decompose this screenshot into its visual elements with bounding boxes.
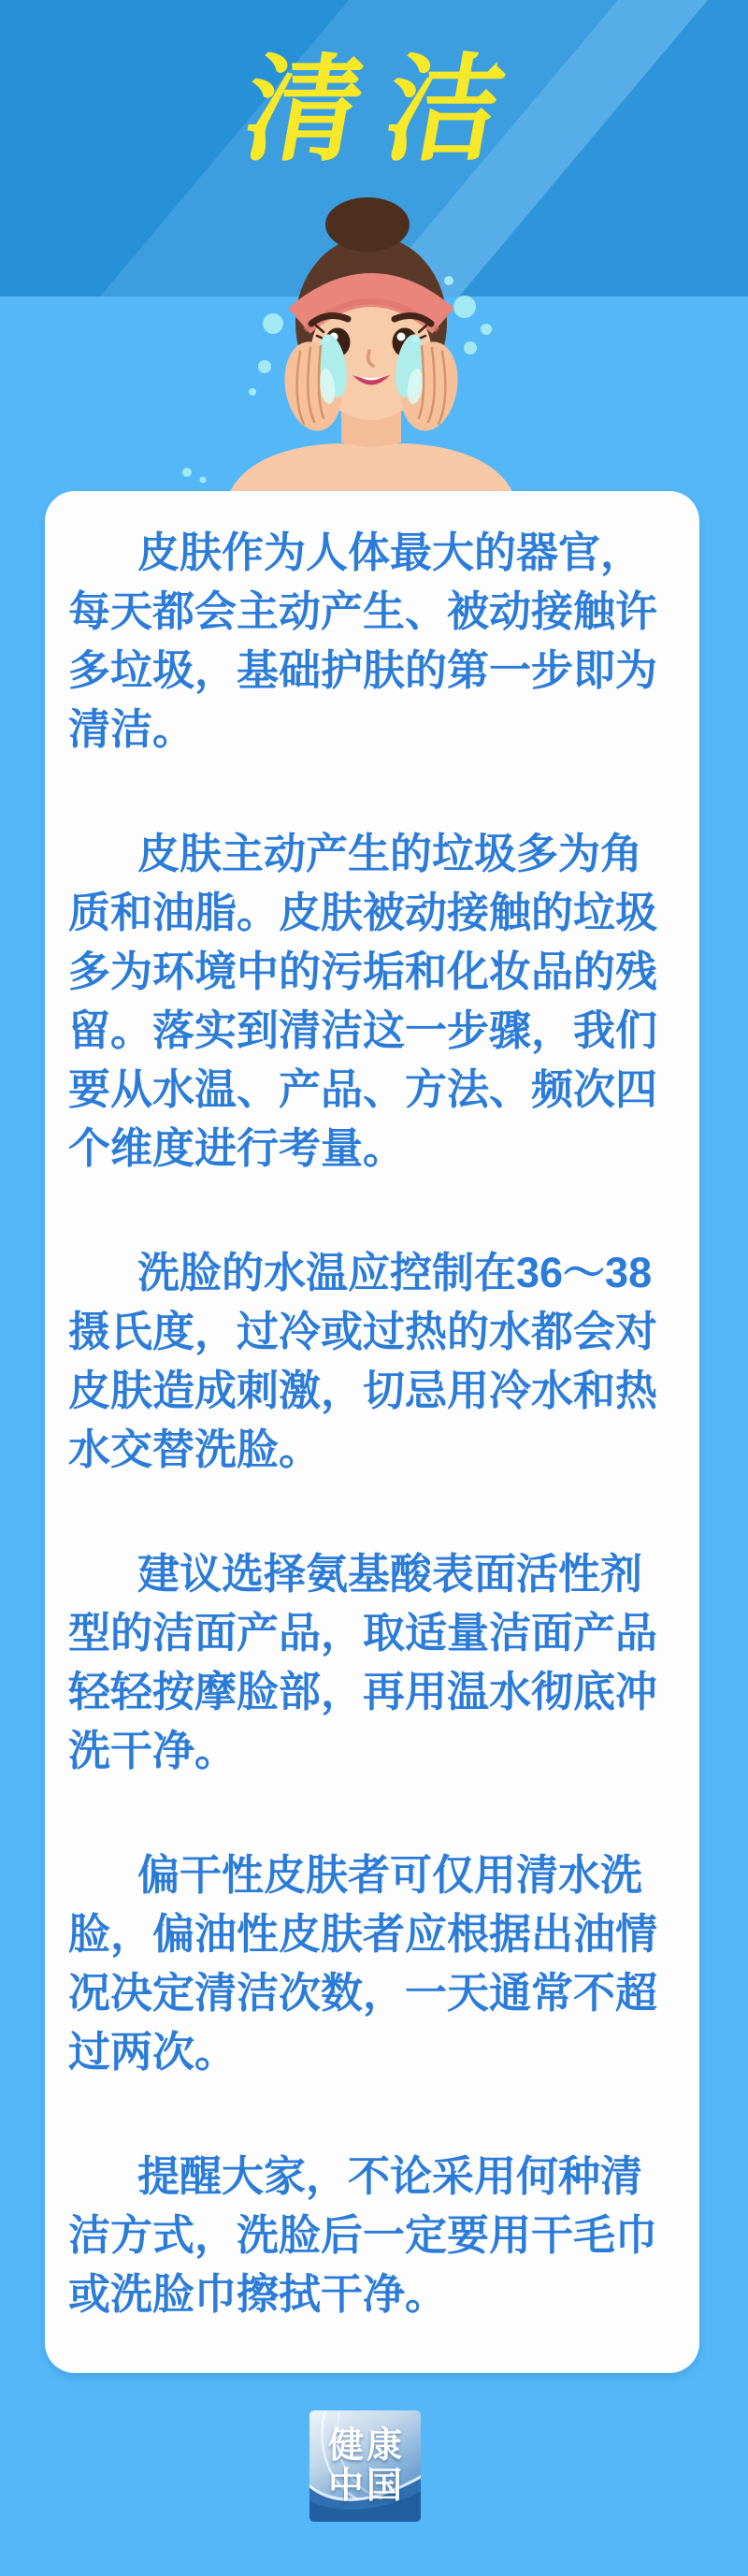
- page-title: 清洁: [234, 46, 539, 175]
- face-washing-illustration: [168, 182, 524, 500]
- hair-bun: [325, 197, 410, 252]
- left-hand: [279, 332, 352, 435]
- content-card: [45, 491, 699, 2373]
- paragraph-5: 偏干性皮肤者可仅用清水洗脸，偏油性皮肤者应根据出油情况决定清洁次数，一天通常不超过两次。: [68, 1851, 658, 2076]
- paragraph-1: 皮肤作为人体最大的器官，每天都会主动产生、被动接触许多垃圾，基础护肤的第一步即为清洁。: [68, 528, 658, 753]
- paragraph-2: 皮肤主动产生的垃圾多为角质和油脂。皮肤被动接触的垃圾多为环境中的污垢和化妆品的残留。落实到清洁这一步骤，我们要从水温、产品、方法、频次四个维度进行考量。: [68, 830, 658, 1172]
- paragraph-3: 洗脸的水温应控制在36～38摄氏度，过冷或过热的水都会对皮肤造成刺激，切忌用冷水和热水交替洗脸。: [68, 1249, 658, 1473]
- paragraph-6: 提醒大家，不论采用何种清洁方式，洗脸后一定要用干毛巾或洗脸巾擦拭干净。: [68, 2152, 658, 2318]
- right-hand: [391, 332, 464, 435]
- logo-line-1: 健康: [327, 2426, 405, 2466]
- logo-text: [309, 2426, 421, 2507]
- healthy-china-logo: [309, 2410, 421, 2522]
- logo-line-2: 中国: [327, 2467, 405, 2506]
- paragraph-4: 建议选择氨基酸表面活性剂型的洁面产品，取适量洁面产品轻轻按摩脸部，再用温水彻底冲洗干净。: [68, 1550, 658, 1774]
